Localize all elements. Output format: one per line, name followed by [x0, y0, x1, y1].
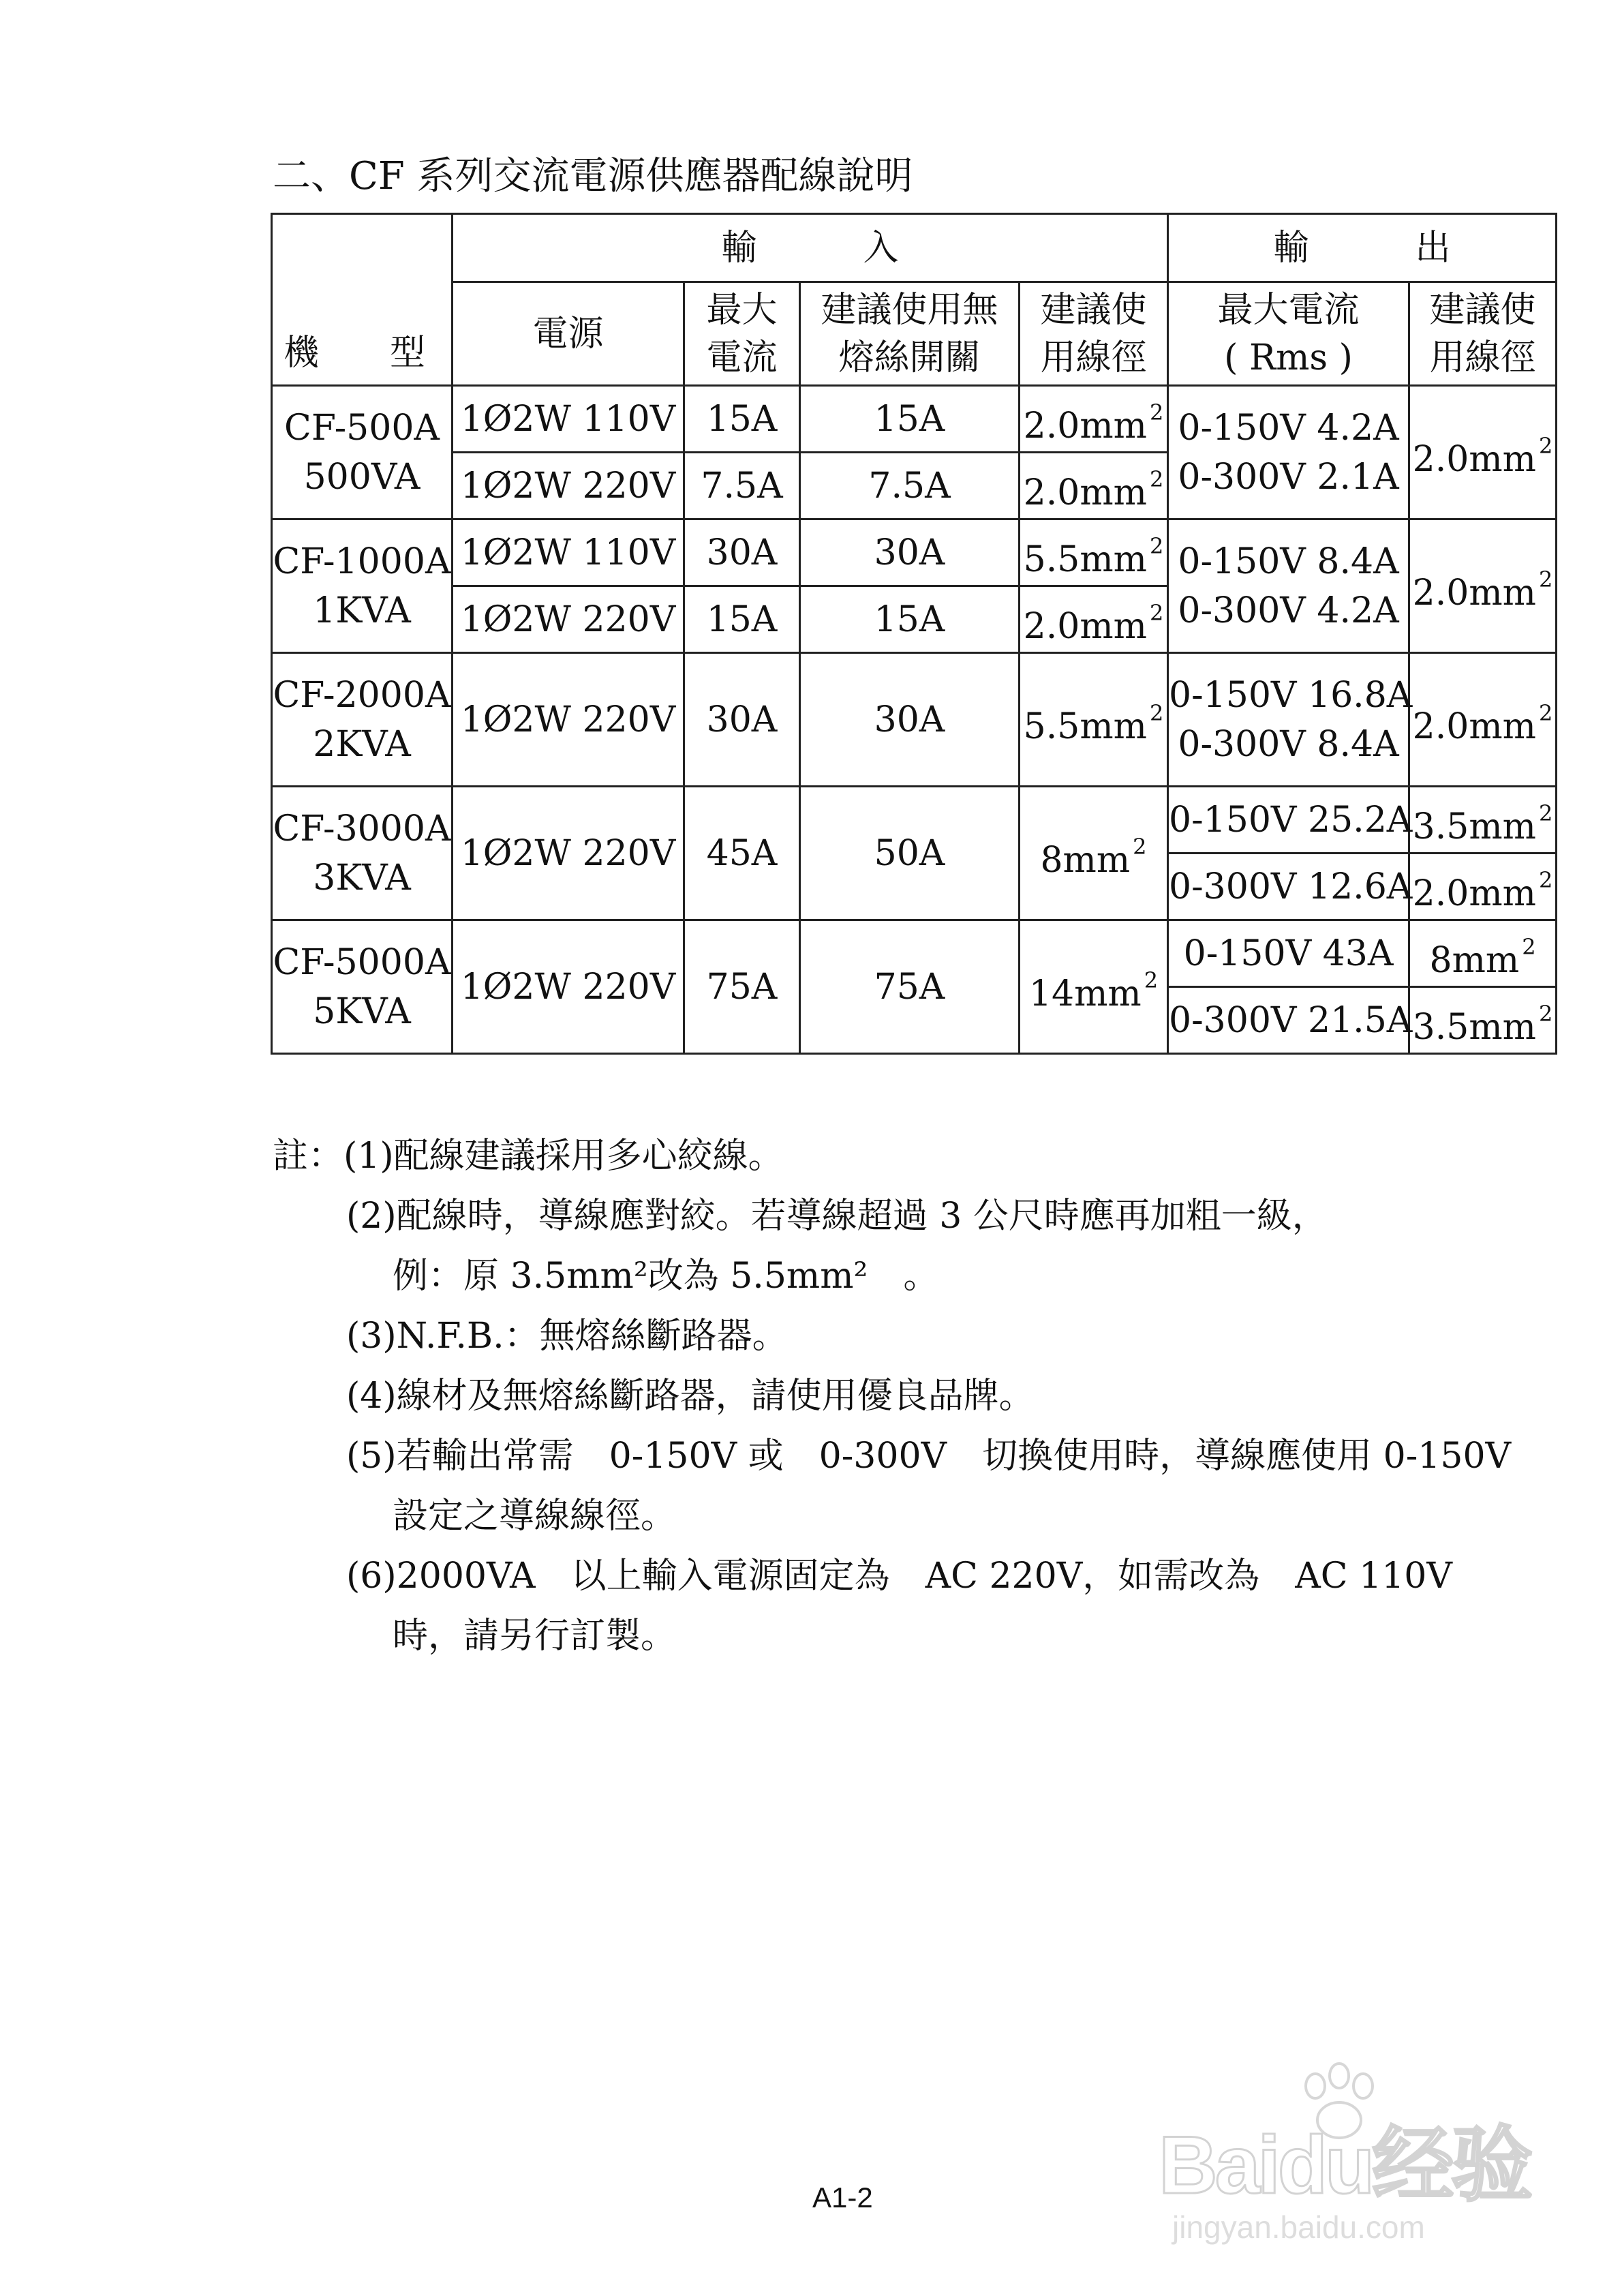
header-input: 輸 入 [453, 214, 1168, 282]
note-1: 註：(1)配線建議採用多心絞線。 [273, 1136, 784, 1177]
header-max-current-out: 最大電流 ( Rms ) [1168, 282, 1409, 386]
table-row: 1Ø2W 220V 7.5A 7.5A 2.0mm $^2$ [272, 453, 1557, 519]
page-title: 二、CF 系列交流電源供應器配線說明 [273, 154, 913, 198]
note-5: (5)若輸出常需 0-150V 或 0-300V 切換使用時，導線應使用 0-150V [346, 1436, 1512, 1477]
wiring-spec-table [271, 213, 1557, 1055]
model-cell: CF-1000A 1KVA [272, 519, 453, 653]
table-row: CF-2000A 2KVA 1Ø2W 220V 30A 30A 5.5mm $^2$ 0-150V 16.8A 0-300V 8.4A 2.0mm $^2$ [272, 653, 1557, 787]
watermark-logo: Baidu经验 [1159, 2119, 1531, 2211]
table-row: 0-300V 12.6A 2.0mm $^2$ [272, 854, 1557, 920]
note-4: (4)線材及無熔絲斷路器，請使用優良品牌。 [346, 1376, 1035, 1417]
model-cell: CF-2000A 2KVA [272, 653, 453, 787]
model-cell: CF-5000A 5KVA [272, 920, 453, 1054]
page-number: A1-2 [812, 2181, 873, 2214]
note-6: (6)2000VA 以上輸入電源固定為 AC 220V，如需改為 AC 110V [346, 1556, 1452, 1597]
note-2: (2)配線時，導線應對絞。若導線超過 3 公尺時應再加粗一級， [346, 1196, 1328, 1237]
notes-section [273, 1126, 1511, 1666]
note-5-cont: 設定之導線線徑。 [393, 1496, 677, 1537]
note-2-cont: 例：原 3.5mm²改為 5.5mm² 。 [393, 1256, 939, 1297]
table-row: CF-5000A 5KVA 1Ø2W 220V 75A 75A 14mm $^2$ 0-150V 43A 8mm $^2$ [272, 920, 1557, 987]
watermark [1152, 2072, 1533, 2256]
header-wire-in: 建議使用線徑 [1020, 282, 1168, 386]
table-row: 0-300V 21.5A 3.5mm $^2$ [272, 987, 1557, 1054]
header-model: 機 型 [272, 214, 453, 386]
model-cell: CF-3000A 3KVA [272, 787, 453, 920]
header-max-current-in: 最大電流 [684, 282, 800, 386]
table-row: 1Ø2W 220V 15A 15A 2.0mm $^2$ [272, 586, 1557, 653]
watermark-url: jingyan.baidu.com [1172, 2209, 1425, 2245]
header-output: 輸 出 [1168, 214, 1557, 282]
note-6-cont: 時，請另行訂製。 [393, 1616, 677, 1657]
table-row: CF-1000A 1KVA 1Ø2W 110V 30A 30A 5.5mm $^2$ 0-150V 8.4A 0-300V 4.2A 2.0mm $^2$ [272, 519, 1557, 586]
header-wire-out: 建議使用線徑 [1409, 282, 1557, 386]
table-row: CF-500A 500VA 1Ø2W 110V 15A 15A 2.0mm $^2$ 0-150V 4.2A 0-300V 2.1A 2.0mm $^2$ [272, 386, 1557, 453]
header-nfb: 建議使用無熔絲開關 [800, 282, 1020, 386]
table-row: CF-3000A 3KVA 1Ø2W 220V 45A 50A 8mm $^2$ 0-150V 25.2A 3.5mm $^2$ [272, 787, 1557, 854]
model-cell: CF-500A 500VA [272, 386, 453, 519]
note-3: (3)N.F.B.：無熔絲斷路器。 [346, 1316, 788, 1357]
header-power: 電源 [453, 282, 684, 386]
